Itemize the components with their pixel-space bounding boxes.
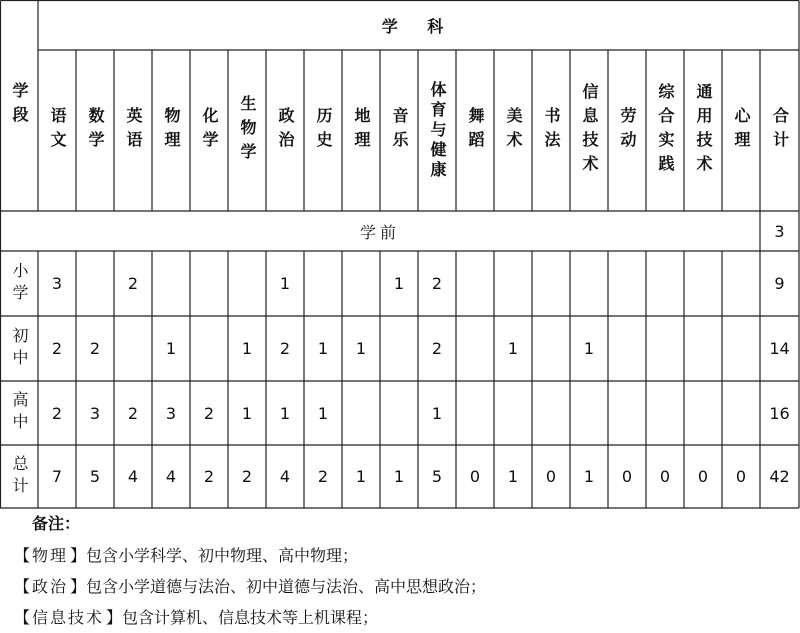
subject-header-label: 综合实践 <box>656 82 675 179</box>
table-cell <box>722 316 760 381</box>
subject-header-label: 劳动 <box>618 106 637 155</box>
table-cell <box>646 445 684 508</box>
cell-value: 1 <box>241 339 253 358</box>
table-cell <box>418 316 456 381</box>
table-cell <box>76 316 114 381</box>
cell-value: 1 <box>507 467 519 486</box>
table-cell <box>342 445 380 508</box>
table-cell <box>684 251 722 316</box>
table-cell <box>38 445 76 508</box>
note-bracket-close: 】 <box>106 608 123 627</box>
cell-value: 2 <box>203 403 215 423</box>
row-total <box>760 381 799 445</box>
table-cell <box>494 445 532 508</box>
table-cell <box>456 381 494 445</box>
subject-header <box>684 50 722 211</box>
cell-value: 1 <box>583 467 595 486</box>
note-bracket-close: 】 <box>70 546 87 565</box>
note-bracket-open: 【 <box>14 577 31 596</box>
row-total-value: 14 <box>769 339 790 358</box>
note-term: 政治 <box>32 577 69 596</box>
subject-header <box>152 50 190 211</box>
table-cell <box>380 251 418 316</box>
row-total <box>760 445 799 508</box>
table-cell <box>570 381 608 445</box>
table-cell <box>684 316 722 381</box>
subject-header <box>114 50 152 211</box>
table-cell <box>380 381 418 445</box>
cell-value: 0 <box>621 467 633 486</box>
table-cell <box>532 251 570 316</box>
cell-value: 1 <box>583 339 595 358</box>
subject-header-label: 物理 <box>162 106 181 155</box>
note-text: 包含小学科学、初中物理、高中物理； <box>86 546 359 565</box>
total-header <box>760 50 799 211</box>
cell-value: 1 <box>317 339 329 358</box>
cell-value: 5 <box>89 467 101 486</box>
row-total <box>760 251 799 316</box>
subject-header-label: 生物学 <box>238 94 257 167</box>
subject-header <box>722 50 760 211</box>
table-cell <box>342 251 380 316</box>
subject-header <box>608 50 646 211</box>
table-cell <box>418 251 456 316</box>
cell-value: 1 <box>279 274 291 293</box>
table-cell <box>456 251 494 316</box>
note-text: 包含计算机、信息技术等上机课程； <box>122 608 379 627</box>
table-cell <box>152 316 190 381</box>
row-label-text: 高中 <box>10 391 29 435</box>
stage-header <box>0 0 38 211</box>
row-total-value: 16 <box>769 403 790 423</box>
row-label <box>0 251 38 316</box>
subject-header <box>646 50 684 211</box>
table-cell <box>38 381 76 445</box>
cell-value: 2 <box>51 339 63 358</box>
subject-header <box>494 50 532 211</box>
cell-value: 2 <box>317 467 329 486</box>
table-cell <box>646 381 684 445</box>
table-cell <box>494 381 532 445</box>
table-cell <box>380 316 418 381</box>
table-cell <box>228 316 266 381</box>
table-cell <box>266 316 304 381</box>
table-cell <box>114 316 152 381</box>
table-cell <box>608 251 646 316</box>
row-label <box>0 381 38 445</box>
subject-group-label: 学 科 <box>381 16 456 36</box>
subject-header-label: 英语 <box>124 106 143 155</box>
table-cell <box>228 381 266 445</box>
table-cell <box>228 251 266 316</box>
cell-value: 2 <box>127 403 139 423</box>
table-cell <box>190 316 228 381</box>
table-cell <box>304 251 342 316</box>
table-cell <box>152 445 190 508</box>
table-cell <box>76 445 114 508</box>
table-cell <box>608 445 646 508</box>
table-cell <box>190 445 228 508</box>
subject-header <box>380 50 418 211</box>
subject-header-label: 信息技术 <box>580 82 599 179</box>
table-cell <box>190 381 228 445</box>
subject-header <box>228 50 266 211</box>
subject-header <box>456 50 494 211</box>
cell-value: 2 <box>203 467 215 486</box>
table-cell <box>152 251 190 316</box>
table-cell <box>722 381 760 445</box>
cell-value: 1 <box>279 403 291 423</box>
note-bracket-close: 】 <box>70 577 87 596</box>
cell-value: 1 <box>165 339 177 358</box>
table-cell <box>570 445 608 508</box>
table-cell <box>304 445 342 508</box>
table-cell <box>418 445 456 508</box>
row-label <box>0 445 38 508</box>
cell-value: 4 <box>165 467 177 486</box>
subject-header-label: 历史 <box>314 106 333 155</box>
note-line <box>14 602 794 633</box>
cell-value: 2 <box>51 403 63 423</box>
table-cell <box>494 316 532 381</box>
subject-header-label: 化学 <box>200 106 219 155</box>
table-cell <box>418 381 456 445</box>
note-term: 信息技术 <box>32 608 105 627</box>
table-cell <box>684 445 722 508</box>
subject-header <box>76 50 114 211</box>
table-cell <box>266 381 304 445</box>
note-line <box>14 571 794 602</box>
table-cell <box>190 251 228 316</box>
cell-value: 7 <box>51 467 63 486</box>
subject-header-label: 心理 <box>732 106 751 155</box>
table-cell <box>722 445 760 508</box>
table-cell <box>304 381 342 445</box>
preschool-total <box>760 211 799 251</box>
preschool-label: 学前 <box>359 222 400 242</box>
table-cell <box>380 445 418 508</box>
table-cell <box>38 251 76 316</box>
table-cell <box>646 316 684 381</box>
cell-value: 2 <box>279 339 291 358</box>
subject-header-label: 通用技术 <box>694 82 713 179</box>
cell-value: 4 <box>279 467 291 486</box>
table-cell <box>646 251 684 316</box>
table-cell <box>76 251 114 316</box>
table-cell <box>722 251 760 316</box>
row-label <box>0 316 38 381</box>
cell-value: 2 <box>241 467 253 486</box>
cell-value: 0 <box>545 467 557 486</box>
table-cell <box>114 445 152 508</box>
table-cell <box>456 316 494 381</box>
note-term: 物理 <box>32 546 69 565</box>
row-label-text: 初中 <box>10 326 29 371</box>
subject-header-label: 语文 <box>48 106 67 155</box>
table-cell <box>342 381 380 445</box>
cell-value: 1 <box>355 467 367 486</box>
table-cell <box>114 251 152 316</box>
table-cell <box>228 445 266 508</box>
subject-header <box>532 50 570 211</box>
table-cell <box>532 445 570 508</box>
cell-value: 2 <box>89 339 101 358</box>
row-label-text: 总计 <box>10 454 29 499</box>
table-cell <box>532 316 570 381</box>
cell-value: 2 <box>127 274 139 293</box>
row-total <box>760 316 799 381</box>
note-bracket-open: 【 <box>14 546 31 565</box>
subject-header-label: 地理 <box>352 106 371 155</box>
cell-value: 1 <box>241 403 253 423</box>
table-cell <box>608 381 646 445</box>
notes-section <box>14 508 794 633</box>
cell-value: 1 <box>393 274 405 293</box>
row-total-value: 42 <box>769 467 790 486</box>
cell-value: 2 <box>431 274 443 293</box>
table-cell <box>494 251 532 316</box>
table-cell <box>342 316 380 381</box>
table-cell <box>304 316 342 381</box>
table-cell <box>684 381 722 445</box>
subject-header-label: 书法 <box>542 106 561 155</box>
subject-group-header <box>38 0 799 50</box>
note-text: 包含小学道德与法治、初中道德与法治、高中思想政治； <box>86 577 487 596</box>
total-header-label: 合计 <box>770 106 790 155</box>
preschool-row-label <box>0 211 760 251</box>
row-label-text: 小学 <box>10 261 29 306</box>
subject-header <box>266 50 304 211</box>
table-cell <box>38 316 76 381</box>
note-line <box>14 540 794 571</box>
table-cell <box>532 381 570 445</box>
subject-header <box>342 50 380 211</box>
preschool-total-value: 3 <box>774 221 785 241</box>
stage-header-label: 学段 <box>10 81 29 130</box>
cell-value: 0 <box>735 467 747 486</box>
cell-value: 0 <box>697 467 709 486</box>
cell-value: 3 <box>165 403 177 423</box>
note-bracket-open: 【 <box>14 608 31 627</box>
table-cell <box>114 381 152 445</box>
cell-value: 3 <box>89 403 101 423</box>
table-cell <box>608 316 646 381</box>
row-total-value: 9 <box>774 274 785 293</box>
cell-value: 5 <box>431 467 443 486</box>
cell-value: 1 <box>507 339 519 358</box>
subject-header <box>38 50 76 211</box>
subject-header <box>570 50 608 211</box>
subject-header <box>304 50 342 211</box>
cell-value: 0 <box>469 467 481 486</box>
table-cell <box>266 251 304 316</box>
table-cell <box>76 381 114 445</box>
subject-header-label: 舞蹈 <box>466 106 485 155</box>
cell-value: 1 <box>317 403 329 423</box>
subject-header-label: 美术 <box>504 106 523 155</box>
subject-header-label: 体育与健康 <box>428 80 447 181</box>
table-cell <box>456 445 494 508</box>
table-cell <box>152 381 190 445</box>
cell-value: 4 <box>127 467 139 486</box>
table-cell <box>266 445 304 508</box>
table-cell <box>570 251 608 316</box>
cell-value: 2 <box>431 339 443 358</box>
subject-header-label: 音乐 <box>390 106 409 155</box>
cell-value: 0 <box>659 467 671 486</box>
subject-header-label: 数学 <box>86 106 105 155</box>
cell-value: 1 <box>431 403 443 423</box>
subject-header <box>190 50 228 211</box>
subject-header <box>418 50 456 211</box>
cell-value: 3 <box>51 274 63 293</box>
table-cell <box>570 316 608 381</box>
subject-header-label: 政治 <box>276 106 295 155</box>
cell-value: 1 <box>393 467 405 486</box>
notes-title: 备注： <box>32 514 81 533</box>
cell-value: 1 <box>355 339 367 358</box>
